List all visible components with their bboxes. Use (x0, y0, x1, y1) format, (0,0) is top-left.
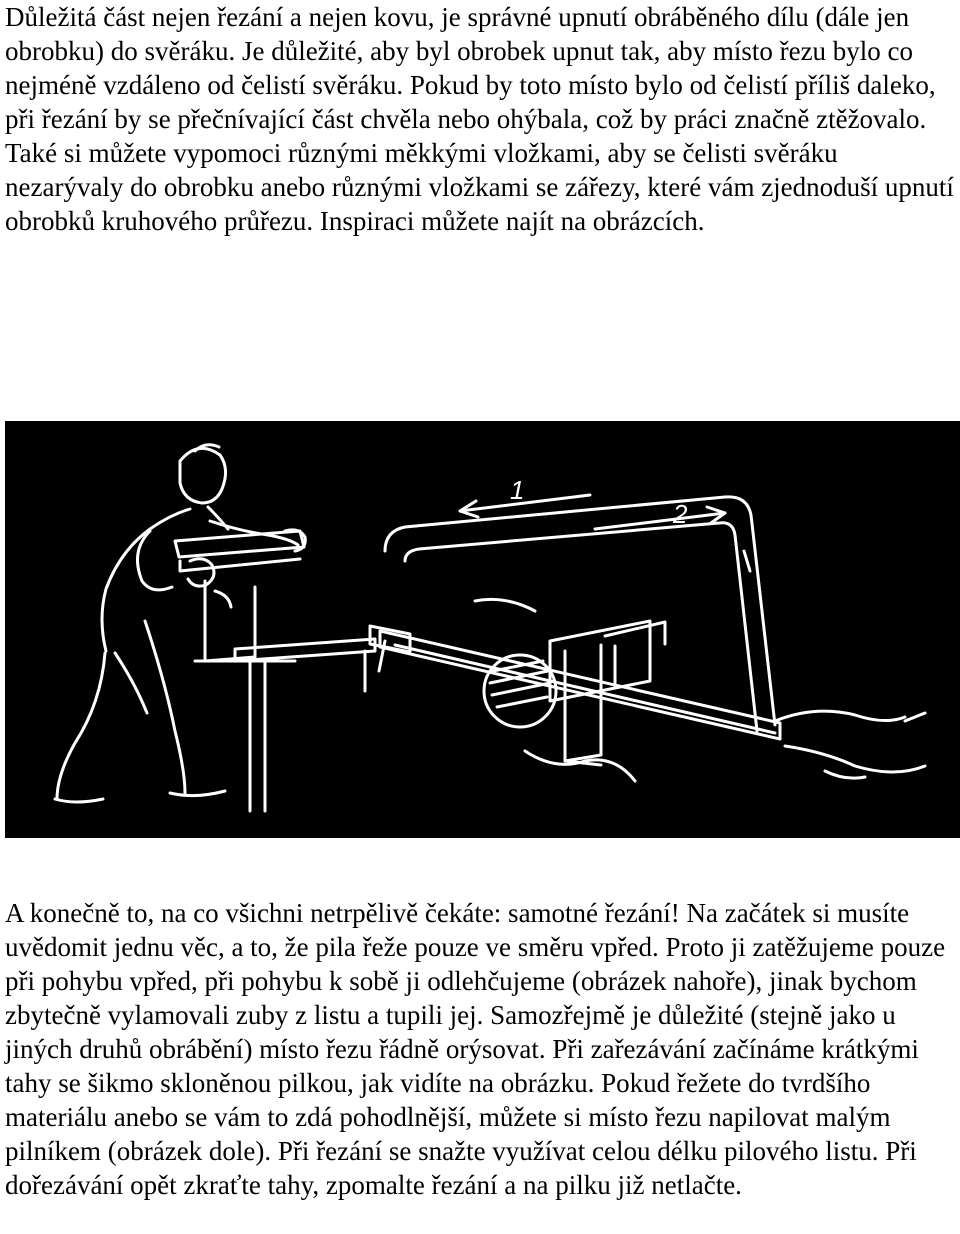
arrow-label-2: 2 (673, 499, 688, 529)
worker-figure (55, 445, 305, 802)
paragraph-intro: Důležitá část nejen řezání a nejen kovu, je správné upnutí obráběného dílu (dále jen obrobku) do svěráku. Je důležité, aby byl obrobek upnut tak, aby místo řezu bylo co nejméně vzdáleno od čelistí svěráku. Pokud by toto místo bylo od čelistí příliš daleko, při řezání by se přečnívající část chvěla nebo ohýbala, což by práci značně ztěžovalo. Také si můžete vypomoci různými měkkými vložkami, aby se čelisti svěráku nezarývaly do obrobku anebo různými vložkami se zářezy, které vám zjednoduší upnutí obrobků kruhového průřezu. Inspiraci můžete najít na obrázcích. (5, 2, 954, 236)
hacksaw-drawing (5, 421, 960, 838)
hacksaw-illustration (5, 421, 960, 838)
workbench (195, 581, 375, 811)
hacksaw-detail (370, 495, 925, 781)
paragraph-sawing: A konečně to, na co všichni netrpělivě čekáte: samotné řezání! Na začátek si musíte uvědomit jednu věc, a to, že pila řeže pouze ve směru vpřed. Proto ji zatěžujeme pouze při pohybu vpřed, při pohybu k sobě ji odlehčujeme (obrázek nahoře), jinak bychom zbytečně vylamovali zuby z listu a tupili jej. Samozřejmě je důležité (stejně jako u jiných druhů obrábění) místo řezu řádně orýsovat. Při zařezávání začínáme krátkými tahy se šikmo skloněnou pilkou, jak vidíte na obrázku. Pokud řežete do tvrdšího materiálu anebo se vám to zdá pohodlnější, můžete si místo řezu napilovat malým pilníkem (obrázek dole). Při řezání se snažte využívat celou délku pilového listu. Při dořezávání opět zkraťte tahy, zpomalte řezání a na pilku již netlačte. (5, 898, 946, 1200)
arrow-label-1: 1 (510, 475, 525, 505)
